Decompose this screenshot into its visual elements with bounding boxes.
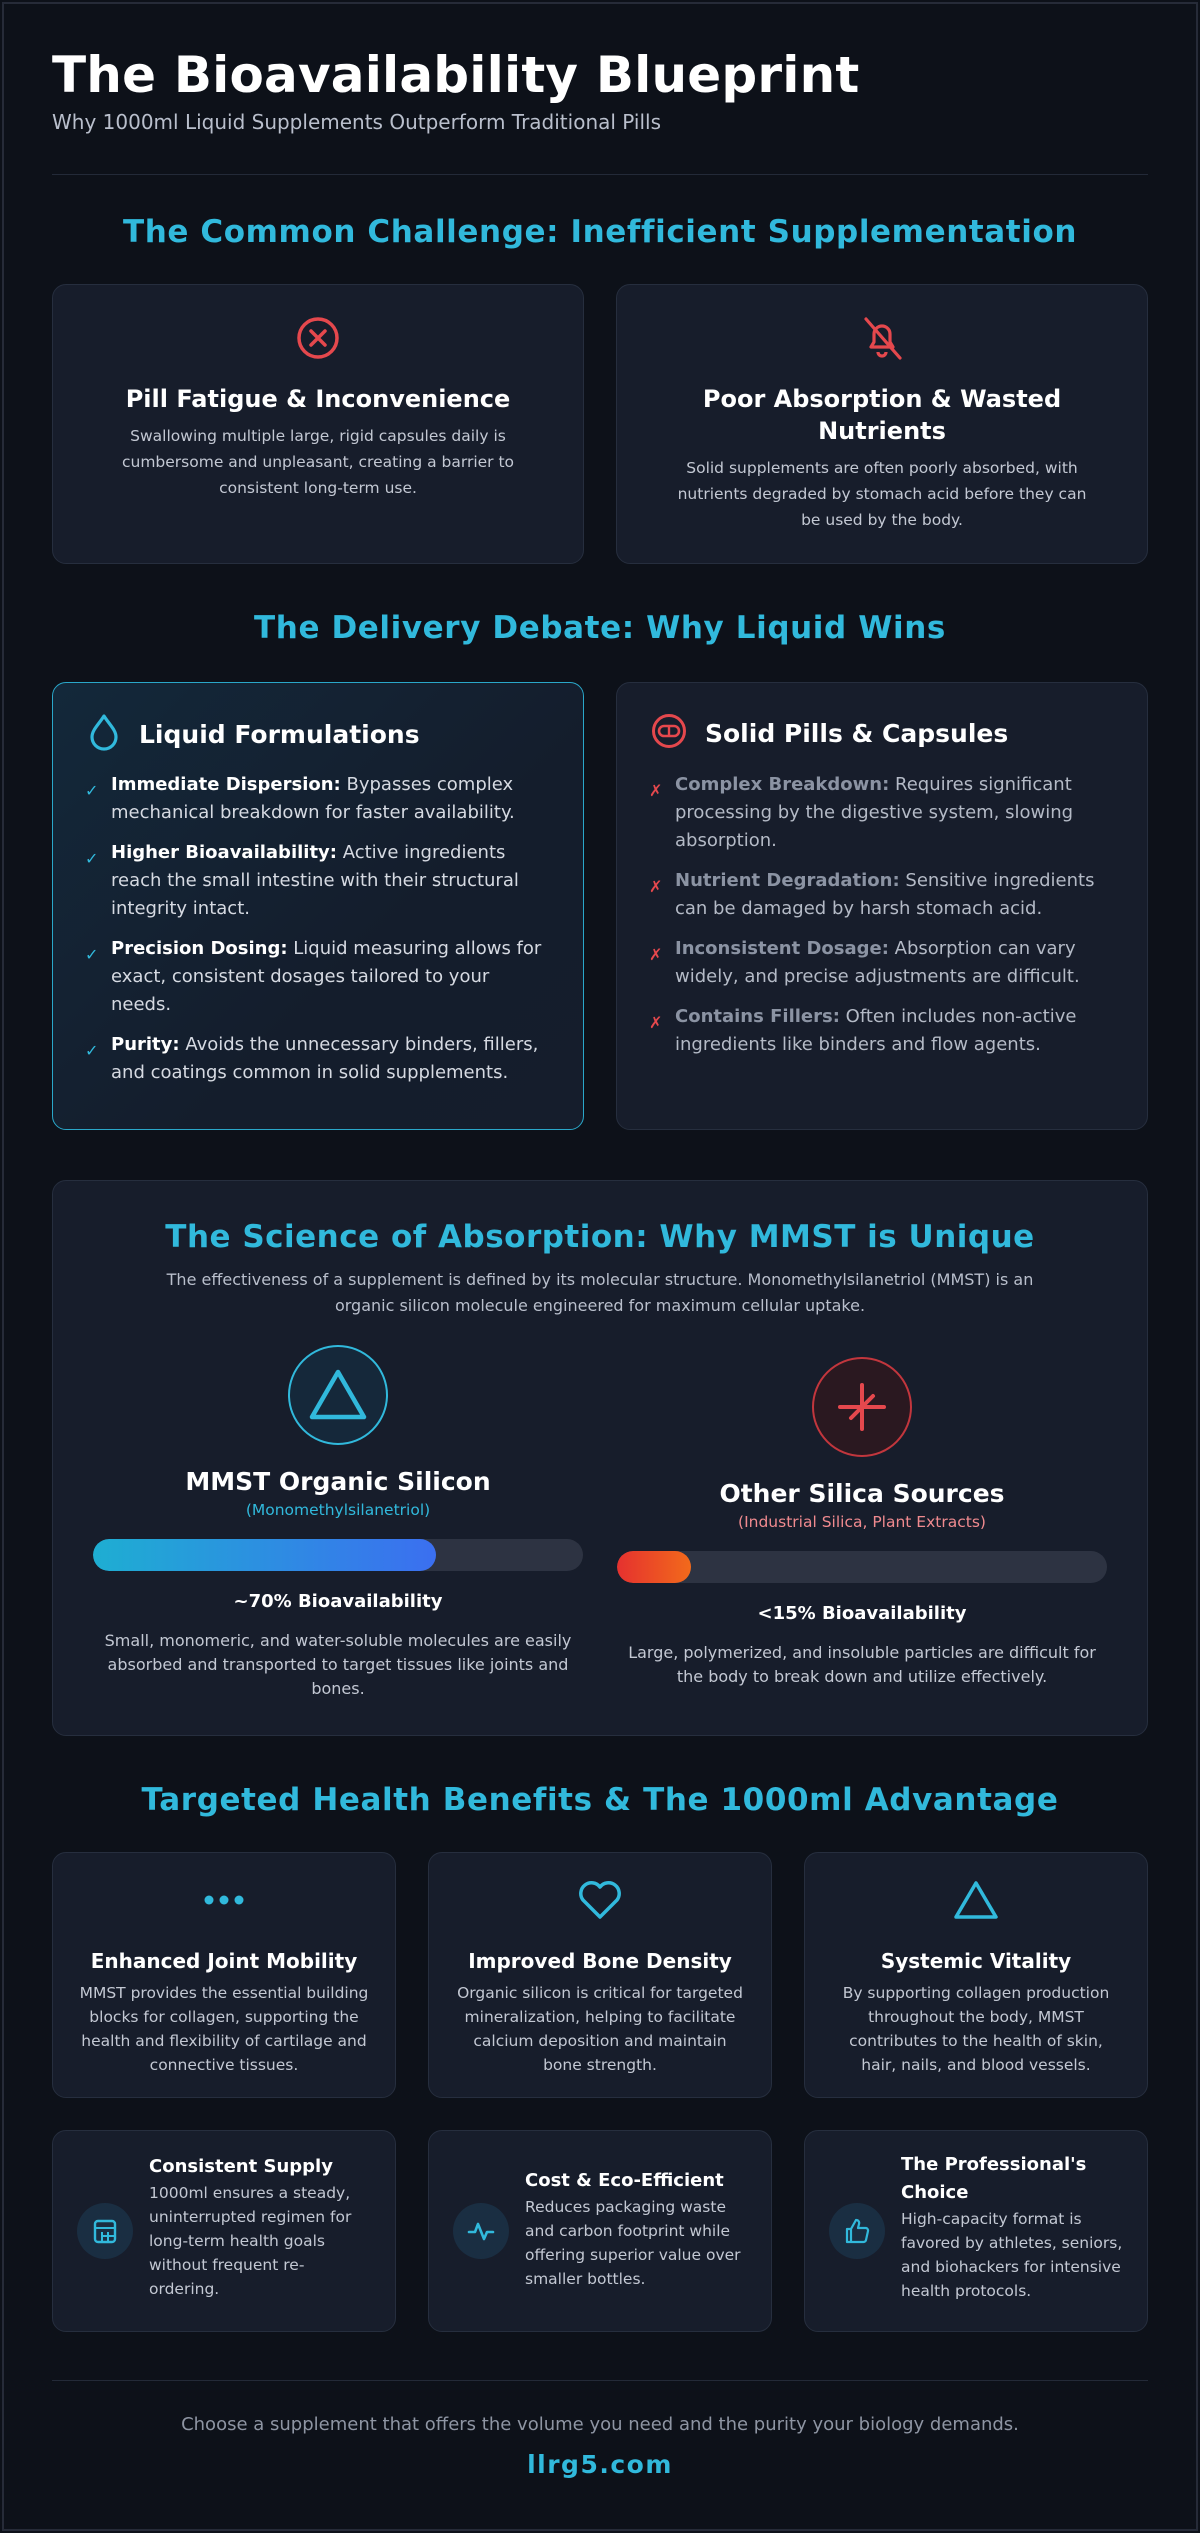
benefit-title: Enhanced Joint Mobility xyxy=(90,1949,358,1973)
advantage-title: Cost & Eco-Efficient xyxy=(525,2170,724,2191)
list-item: ✗ Contains Fillers: Often includes non-active ingredients like binders and flow agents. xyxy=(649,1003,1117,1059)
mmst-title: MMST Organic Silicon xyxy=(185,1467,491,1496)
bell-off-icon xyxy=(859,315,905,361)
challenge-section-title: The Common Challenge: Inefficient Supplementation xyxy=(122,214,1078,250)
advantage-title: The Professional's Choice xyxy=(901,2154,1087,2203)
mmst-column xyxy=(93,1345,583,1715)
cross-icon: ✗ xyxy=(649,877,663,896)
benefit-text: By supporting collagen production throughout the body, MMST contributes to the health of skin, hair, nails, and blood vessels. xyxy=(842,1984,1110,2074)
benefit-text: MMST provides the essential building blocks for collagen, supporting the health and flexibility of cartilage and connective tissues. xyxy=(79,1984,369,2074)
other-silica-description: Large, polymerized, and insoluble particles are difficult for the body to break down and utilize effectively. xyxy=(628,1643,1096,1686)
cross-icon: ✗ xyxy=(649,945,663,964)
cross-icon: ✗ xyxy=(649,1013,663,1032)
challenge-card-title: Poor Absorption & Wasted Nutrients xyxy=(702,385,1062,445)
benefit-card-systemic-vitality xyxy=(804,1852,1148,2098)
footer-text: Choose a supplement that offers the volume you need and the purity your biology demands. xyxy=(181,2414,1019,2435)
list-item: ✗ Complex Breakdown: Requires significant processing by the digestive system, slowing absorption. xyxy=(649,771,1117,855)
list-item: ✓ Higher Bioavailability: Active ingredients reach the small intestine with their structural integrity intact. xyxy=(85,839,553,923)
advantage-card-consistent-supply xyxy=(52,2130,396,2332)
solid-drawbacks-list xyxy=(649,771,1117,1071)
advantage-title: Consistent Supply xyxy=(149,2156,333,2177)
list-item: ✗ Inconsistent Dosage: Absorption can vary widely, and precise adjustments are difficult. xyxy=(649,935,1117,991)
calendar-icon xyxy=(77,2203,133,2259)
mmst-subtitle: (Monomethylsilanetriol) xyxy=(245,1501,431,1519)
mmst-bioavailability-label: ~70% Bioavailability xyxy=(233,1591,443,1612)
advantage-text: Reduces packaging waste and carbon footprint while offering superior value over smaller bottles. xyxy=(525,2198,741,2288)
mmst-bar-fill xyxy=(93,1539,436,1571)
heart-icon xyxy=(577,1877,623,1923)
other-silica-bar-fill xyxy=(617,1551,691,1583)
challenge-card-title: Pill Fatigue & Inconvenience xyxy=(125,385,511,413)
other-silica-title: Other Silica Sources xyxy=(719,1479,1005,1508)
liquid-card-title: Liquid Formulations xyxy=(139,719,420,749)
triangle-icon xyxy=(288,1345,388,1445)
asterisk-icon xyxy=(812,1357,912,1457)
liquid-benefits-list xyxy=(85,771,553,1099)
challenge-card-text: Swallowing multiple large, rigid capsules daily is cumbersome and unpleasant, creating a barrier to consistent long-term use. xyxy=(121,427,515,497)
liquid-card xyxy=(52,682,584,1130)
list-item: ✗ Nutrient Degradation: Sensitive ingredients can be damaged by harsh stomach acid. xyxy=(649,867,1117,923)
footer-divider xyxy=(52,2380,1148,2381)
advantage-text: 1000ml ensures a steady, uninterrupted regimen for long-term health goals without frequent re-ordering. xyxy=(149,2184,352,2298)
cross-icon: ✗ xyxy=(649,781,663,800)
footer-website-link[interactable]: llrg5.com xyxy=(527,2450,673,2479)
mmst-bioavailability-bar xyxy=(93,1539,583,1571)
benefit-title: Systemic Vitality xyxy=(880,1949,1072,1973)
x-circle-icon xyxy=(295,315,341,361)
thumbs-up-icon xyxy=(829,2203,885,2259)
other-silica-column xyxy=(617,1357,1107,1717)
page-subtitle: Why 1000ml Liquid Supplements Outperform Traditional Pills xyxy=(52,110,661,134)
list-item: ✓ Purity: Avoids the unnecessary binders, fillers, and coatings common in solid supplements. xyxy=(85,1031,553,1087)
check-icon: ✓ xyxy=(85,945,99,964)
challenge-card-pill-fatigue xyxy=(52,284,584,564)
page-title: The Bioavailability Blueprint xyxy=(52,46,860,104)
science-section-title: The Science of Absorption: Why MMST is Unique xyxy=(165,1219,1035,1255)
solid-card-title: Solid Pills & Capsules xyxy=(705,718,1009,748)
benefit-card-bone-density xyxy=(428,1852,772,2098)
capsule-icon xyxy=(651,713,687,753)
science-intro: The effectiveness of a supplement is defined by its molecular structure. Monomethylsilanetriol (MMST) is an organic silicon molecule engineered for maximum cellular uptake. xyxy=(166,1270,1034,1315)
delivery-section-title: The Delivery Debate: Why Liquid Wins xyxy=(254,610,946,646)
activity-icon xyxy=(453,2203,509,2259)
check-icon: ✓ xyxy=(85,1041,99,1060)
other-silica-subtitle: (Industrial Silica, Plant Extracts) xyxy=(738,1513,986,1531)
challenge-card-text: Solid supplements are often poorly absorbed, with nutrients degraded by stomach acid before they can be used by the body. xyxy=(677,459,1087,529)
check-icon: ✓ xyxy=(85,849,99,868)
mmst-description: Small, monomeric, and water-soluble molecules are easily absorbed and transported to target tissues like joints and bones. xyxy=(104,1631,572,1698)
benefits-section-title: Targeted Health Benefits & The 1000ml Advantage xyxy=(141,1782,1059,1818)
droplet-icon xyxy=(87,713,121,755)
header-divider xyxy=(52,174,1148,175)
advantage-card-professionals-choice xyxy=(804,2130,1148,2332)
solid-card xyxy=(616,682,1148,1130)
check-icon: ✓ xyxy=(85,781,99,800)
dots-icon xyxy=(201,1877,247,1923)
triangle-icon xyxy=(953,1877,999,1923)
list-item: ✓ Precision Dosing: Liquid measuring allows for exact, consistent dosages tailored to your needs. xyxy=(85,935,553,1019)
benefit-card-joint-mobility xyxy=(52,1852,396,2098)
challenge-card-poor-absorption xyxy=(616,284,1148,564)
other-silica-bioavailability-label: <15% Bioavailability xyxy=(757,1603,967,1624)
list-item: ✓ Immediate Dispersion: Bypasses complex mechanical breakdown for faster availability. xyxy=(85,771,553,827)
other-silica-bioavailability-bar xyxy=(617,1551,1107,1583)
benefit-text: Organic silicon is critical for targeted mineralization, helping to facilitate calcium deposition and maintain bone strength. xyxy=(457,1984,743,2074)
benefit-title: Improved Bone Density xyxy=(468,1949,732,1973)
science-card xyxy=(52,1180,1148,1736)
advantage-card-cost-eco xyxy=(428,2130,772,2332)
advantage-text: High-capacity format is favored by athletes, seniors, and biohackers for intensive health protocols. xyxy=(901,2210,1123,2300)
